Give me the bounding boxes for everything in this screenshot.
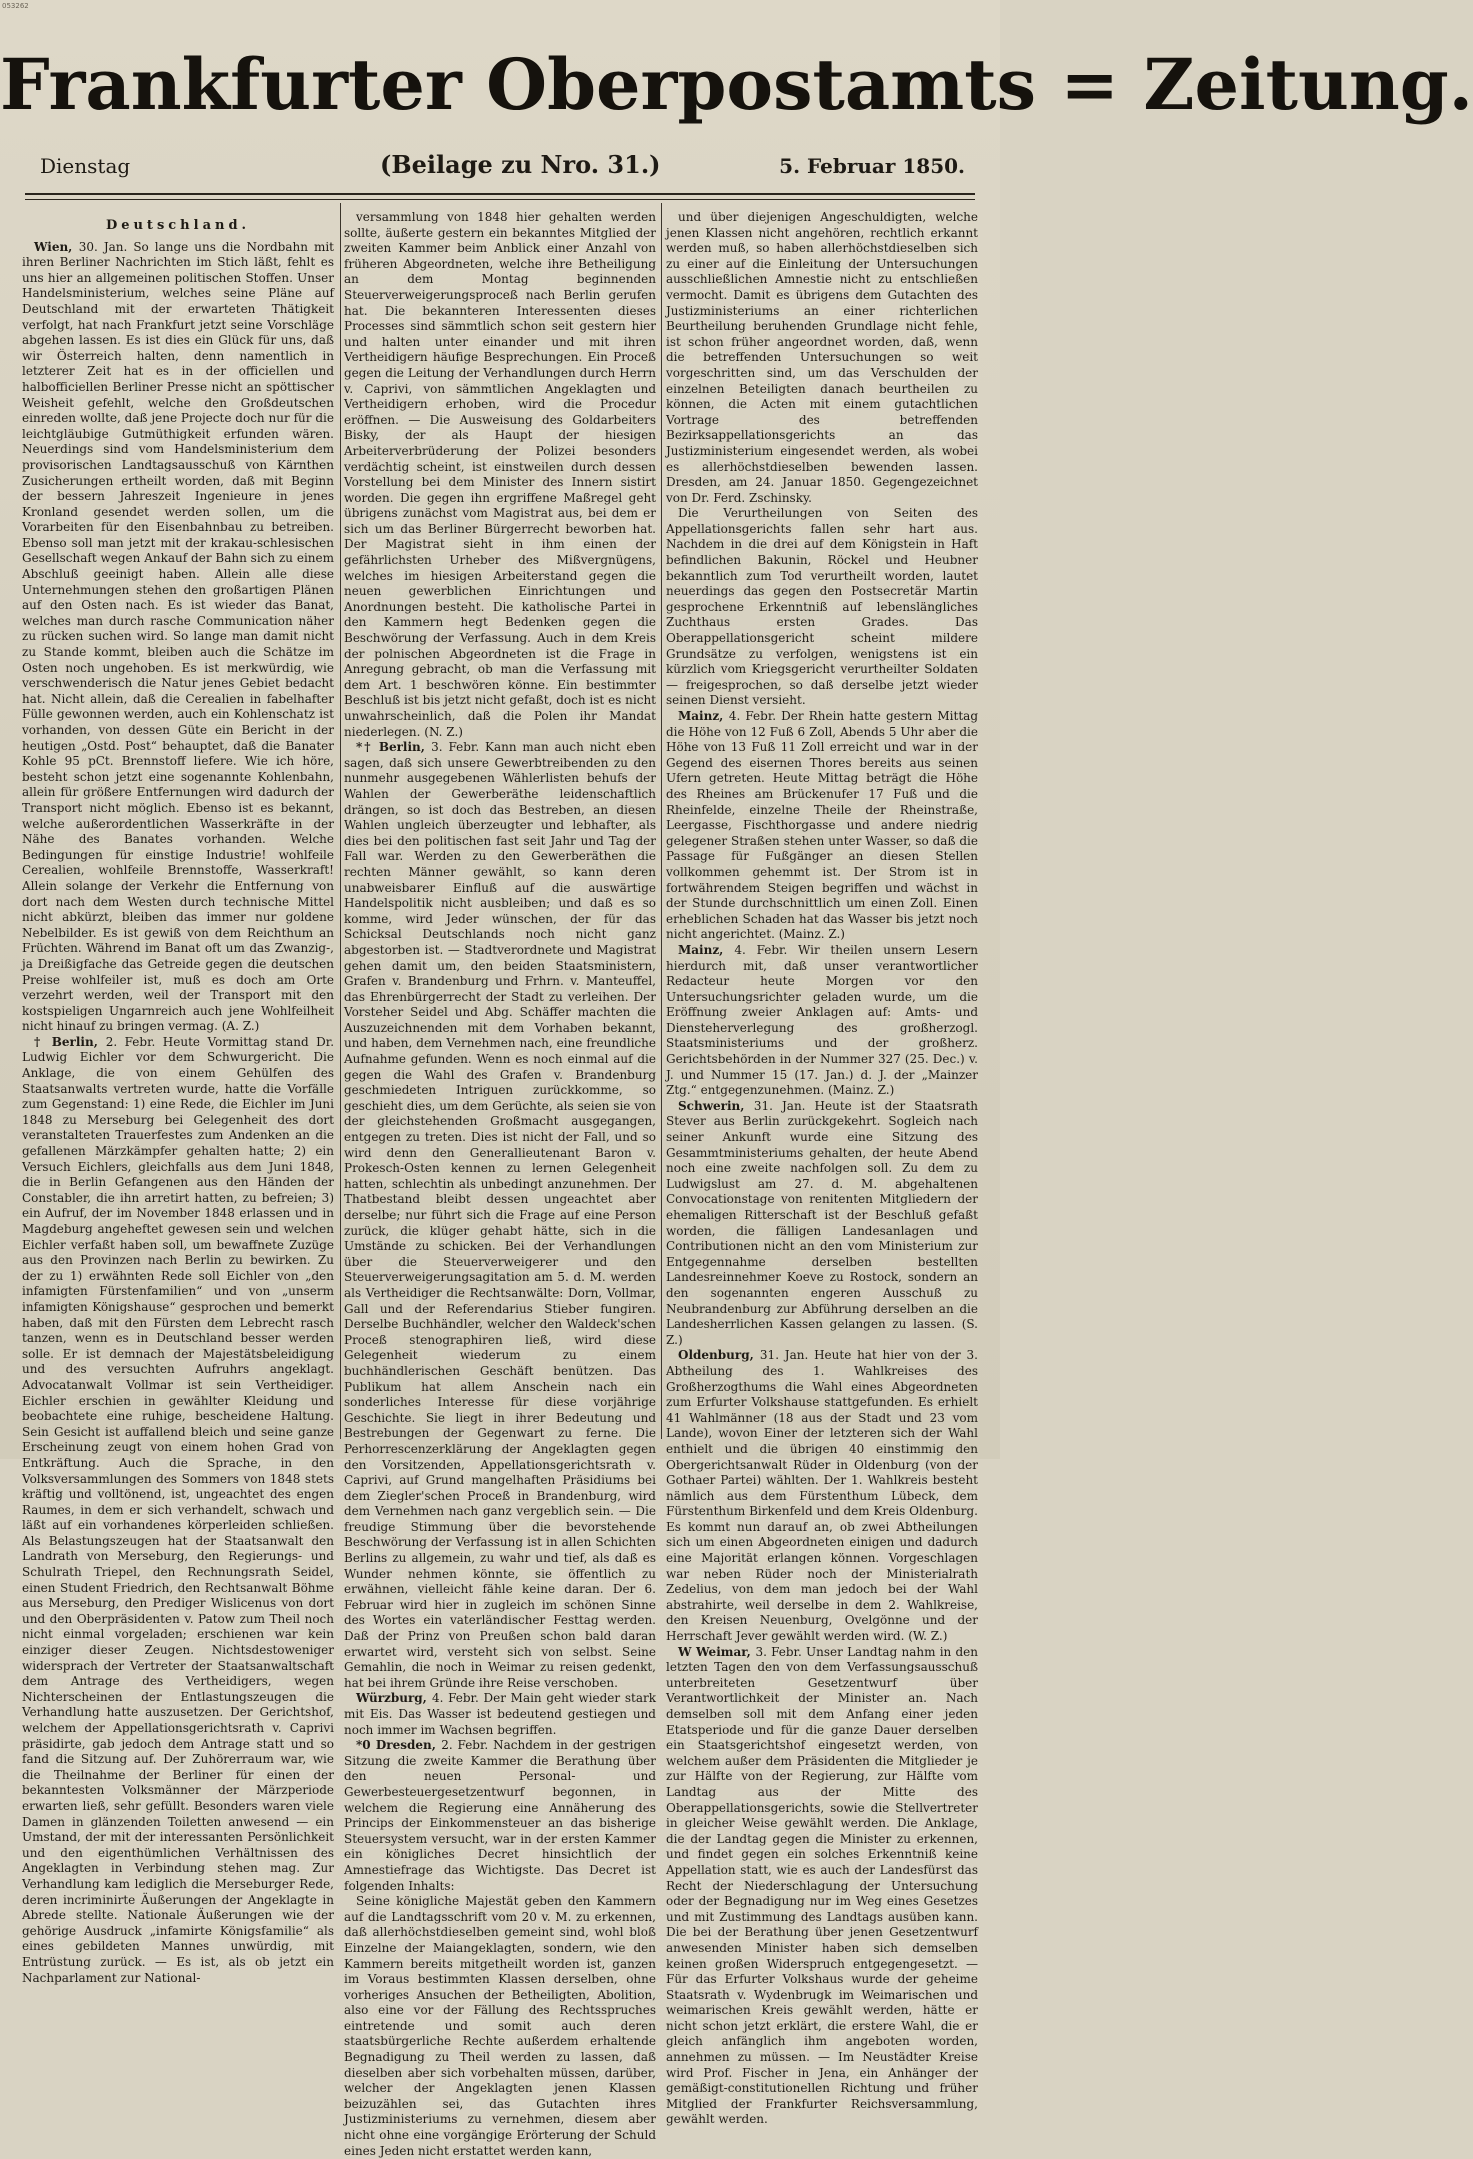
section-heading: Deutschland.: [105, 218, 251, 233]
article-paragraph: [666, 709, 978, 943]
dateline-place: Mainz,: [678, 942, 735, 957]
dateline-place: Würzburg,: [356, 1691, 432, 1706]
article-paragraph: [666, 943, 978, 1099]
article-column-1: [22, 210, 335, 1985]
dateline-place: *0 Dresden,: [356, 1738, 442, 1753]
article-paragraph: [344, 1738, 656, 1894]
article-paragraph: [22, 240, 334, 1035]
dateline-day: Dienstag: [40, 154, 131, 178]
column-divider: [340, 203, 341, 1439]
article-text: 4. Febr. Der Rhein hatte gestern Mittag die Höhe von 12 Fuß 6 Zoll, Abends 5 Uhr aber die Höhe von 13 Fuß 11 Zoll erreicht und war in der Gegend des eisernen Thores bereits aus seinen Ufern getreten. Heute Mittag beträgt die Höhe des Rheines am Brückenufer 17 Fuß und die Rheinfelde, einzelne Theile der Rheinstraße, Leergasse, Fischthorgasse und andere niedrig gelegener Straßen stehen unter Wasser, so daß die Passage für Fußgänger an diesen Stellen vollkommen gehemmt ist. Der Strom ist in fortwährendem Steigen begriffen und wächst in der Stunde durchschnittlich um einen Zoll. Einen erheblichen Schaden hat das Wasser bis jetzt noch nicht angerichtet. (Mainz. Z.): [666, 709, 979, 942]
dateline-place: Oldenburg,: [678, 1348, 760, 1363]
article-text: versammlung von 1848 hier gehalten werden sollte, äußerte gestern ein bekanntes Mitglied der zweiten Kammer beim Anblick einer Anzahl von früheren Abgeordneten, welche ihre Betheiligung an dem Montag beginnenden Steuerverweigerungsproceß nach Berlin gerufen hat. Die bekannteren Interessenten dieses Processes sind sämmtlich schon seit gestern hier und halten unter einander und mit ihren Vertheidigern häufige Besprechungen. Ein Proceß gegen die Leitung der Verhandlungen durch Herrn v. Caprivi, von sämmtlichen Angeklagten und Vertheidigern erhoben, wird die Procedur eröffnen. — Die Ausweisung des Goldarbeiters Bisky, der als Haupt der hiesigen Arbeiterverbrüderung der Polizei besonders verdächtig scheint, ist einstweilen durch dessen Vorstellung bei dem Minister des Innern sistirt worden. Die gegen ihn ergriffene Maßregel geht übrigens zunächst vom Magistrat aus, bei dem er sich um das Berliner Bürgerrecht beworben hat. Der Magistrat sieht in ihm einen der gefährlichsten Urheber des Mißvergnügens, welches im hiesigen Arbeiterstand gegen die neuen gewerblichen Einrichtungen und Anordnungen besteht. Die katholische Partei in den Kammern hegt Bedenken gegen die Beschwörung der Verfassung. Auch in dem Kreis der polnischen Abgeordneten ist die Frage in Anregung gebracht, ob man die Verfassung mit dem Art. 1 beschwören könne. Ein bestimmter Beschluß ist bis jetzt nicht gefaßt, doch ist es nicht unwahrscheinlich, daß die Polen ihr Mandat niederlegen. (N. Z.): [344, 210, 656, 739]
article-text: Die Verurtheilungen von Seiten des Appellationsgerichts fallen sehr hart aus. Nachdem in die drei auf dem Königstein in Haft befindlichen Bakunin, Röckel und Heubner bekanntlich zum Tod verurtheilt worden, lautet neuerdings das gegen den Postsecretär Martin gesprochene Erkenntniß auf lebenslängliches Zuchthaus ersten Grades. Das Oberappellationsgericht scheint mildere Grundsätze zu verfolgen, wenigstens ist ein kürzlich vom Kriegsgericht verurtheilter Soldaten — freigesprochen, so daß derselbe jetzt wieder seinen Dienst versieht.: [666, 506, 978, 708]
dateline-place: † Berlin,: [34, 1034, 106, 1049]
article-text: 30. Jan. So lange uns die Nordbahn mit ihren Berliner Nachrichten im Stich läßt, fehlt es uns hier an allgemeinen politischen Stoffen. Unser Handelsministerium, welches seine Pläne auf Deutschland mit der erwarteten Thätigkeit verfolgt, hat nach Frankfurt jetzt seine Vorschläge abgehen lassen. Es ist dies ein Glück für uns, daß wir Österreich halten, denn namentlich in letzterer Zeit hat es in der officiellen und halbofficiellen Berliner Presse nicht an spöttischer Weisheit gefehlt, welche den Großdeutschen einreden wollte, daß jene Projecte doch nur für die leichtgläubige Gutmüthigkeit erfunden wären. Neuerdings sind vom Handelsministerium dem provisorischen Landtagsausschuß von Kärnthen Zusicherungen ertheilt worden, daß mit Beginn der bessern Jahreszeit Ingenieure in jenes Kronland gesendet werden sollen, um die Vorarbeiten für den Eisenbahnbau zu betreiben. Ebenso soll man jetzt mit der krakau-schlesischen Gesellschaft wegen Ankauf der Bahn sich zu einem Abschluß geeinigt haben. Allein alle diese Unternehmungen stehen den großartigen Plänen auf den Osten nach. Es ist wieder das Banat, welches man durch rasche Communication näher zu rücken suchen wird. So lange man damit nicht zu Stande kommt, bleiben auch die Schätze im Osten noch ungehoben. Es ist merkwürdig, wie verschwenderisch die Natur jenes Gebiet bedacht hat. Nicht allein, daß die Cerealien in fabelhafter Fülle gewonnen werden, auch ein Kohlenschatz ist vorhanden, von dessen Güte ein Bericht in der heutigen „Ostd. Post“ behauptet, daß die Banater Kohle 95 pCt. Brennstoff liefere. Wie ich höre, besteht schon jetzt eine sogenannte Kohlenbahn, allein für größere Entfernungen wird dadurch der Transport nicht möglich. Ebenso ist es bekannt, welche außerordentlichen Wasserkräfte in der Nähe des Banates vorhanden. Welche Bedingungen für einstige Industrie! wohlfeile Cerealien, wohlfeile Brennstoffe, Wasserkraft! Allein solange der Verkehr die Entfernung von dort nach dem Westen durch technische Mittel nicht abkürzt, bleiben das immer nur goldene Nebelbilder. Es ist gewiß von dem Reichthum an Früchten. Während im Banat oft um das Zwanzig-, ja Dreißigfache das Getreide gegen die deutschen Preise wohlfeiler ist, muß es doch am Orte verzehrt werden, weil der Transport mit den kostspieligen Ungarnreich auch jene Wohlfeilheit nicht hinauf zu bringen vermag. (A. Z.): [22, 239, 334, 1034]
article-text: 3. Febr. Unser Landtag nahm in den letzten Tagen den von dem Verfassungsausschuß unterbreiteten Gesetzentwurf über Verantwortlichkeit der Minister an. Nach demselben soll mit dem Anfang einer jeden Etatsperiode und für die ganze Dauer derselben ein Staatsgerichtshof eingesetzt werden, von welchem außer dem Präsidenten die Mitglieder je zur Hälfte von der Regierung, zur Hälfte vom Landtag aus der Mitte des Oberappellationsgerichts, sowie die Stellvertreter in gleicher Weise gewählt werden. Die Anklage, die der Landtag gegen die Minister zu erkennen, und findet gegen ein solches Erkenntniß keine Appellation statt, wie es auch der Landesfürst das Recht der Niederschlagung der Untersuchung oder der Begnadigung nur im Weg eines Gesetzes und mit Zustimmung des Landtags ausüben kann. Die bei der Berathung über jenen Gesetzentwurf anwesenden Minister haben sich demselben keinen großen Widerspruch entgegengesetzt. — Für das Erfurter Volkshaus wurde der geheime Staatsrath v. Wydenbrugk im Weimarischen und weimarischen Kreis gewählt werden, hätte er nicht schon jetzt erklärt, die erstere Wahl, die er gleich anfänglich ihm angeboten worden, annehmen zu müssen. — Im Neustädter Kreise wird Prof. Fischer in Jena, ein Anhänger der gemäßigt-constitutionellen Richtung und früher Mitglied der Frankfurter Reichsversammlung, gewählt werden.: [666, 1644, 978, 2127]
article-paragraph: [666, 210, 978, 506]
header-rule-thin: [25, 199, 975, 200]
dateline-place: Schwerin,: [678, 1098, 754, 1113]
dateline-date: 5. Februar 1850.: [779, 154, 965, 178]
article-paragraph: [666, 1348, 978, 1644]
article-text: 4. Febr. Wir theilen unsern Lesern hierdurch mit, daß unser verantwortlicher Redacteur heute Morgen vor den Untersuchungsrichter geladen wurde, um die Eröffnung zweier Anklagen auf: Amts- und Diensteherverlegung des großherzogl. Staatsministeriums und der großherz. Gerichtsbehörden in der Nummer 327 (25. Dec.) v. J. und Nummer 15 (17. Jan.) d. J. der „Mainzer Ztg.“ entgegenzunehmen. (Mainz. Z.): [666, 942, 978, 1098]
article-text: 4. Febr. Der Main geht wieder stark mit Eis. Das Wasser ist bedeutend gestiegen und noch immer im Wachsen begriffen.: [344, 1691, 656, 1737]
dateline-place: Wien,: [34, 239, 79, 254]
article-paragraph: [666, 506, 978, 709]
dateline-place: Mainz,: [678, 709, 729, 723]
article-text: 2. Febr. Nachdem in der gestrigen Sitzung die zweite Kammer die Berathung über den neuen Personal- und Gewerbesteuergesetzentwurf begonnen, in welchem die Regierung eine Annäherung des Princips der Einkommensteuer an das bisherige Steuersystem versucht, war in der ersten Kammer ein königliches Decret hinsichtlich der Amnestiefrage das Wichtigste. Das Decret ist folgenden Inhalts:: [344, 1738, 656, 1893]
article-column-2: [344, 210, 656, 2158]
header-rule-thick: [25, 193, 975, 195]
article-text: Seine königliche Majestät geben den Kammern auf die Landtagsschrift vom 20 v. M. zu erkennen, daß allerhöchstdieselben gemeint sind, wohl bloß Einzelne der Maiangeklagten, sondern, wie den Kammern bereits mitgetheilt worden ist, ganzen im Voraus bestimmten Klassen derselben, ohne vorheriges Ansuchen der Betheiligten, Abolition, also eine vor der Fällung des Rechtsspruches eintretende und somit auch deren staatsbürgerliche Rechte außerdem erhaltende Begnadigung zu Theil werden zu lassen, daß dieselben aber sich vorbehalten müssen, darüber, welcher der Angeklagten jenen Klassen beizuzählen sei, das Gutachten ihres Justizministeriums zu vernehmen, diesem aber nicht ohne eine vorgängige Erörterung der Schuld eines Jeden nicht erstattet werden kann,: [344, 1894, 656, 2158]
column-divider: [661, 203, 662, 1439]
article-paragraph: [344, 740, 656, 1691]
article-paragraph: [22, 1035, 334, 1986]
dateline-supplement: (Beilage zu Nro. 31.): [380, 150, 661, 179]
article-text: und über diejenigen Angeschuldigten, welche jenen Klassen nicht angehören, rechtlich erkannt werden muß, so haben allerhöchstdieselben sich zu einer auf die Einleitung der Untersuchungen ausschließlichen Amnestie nicht zu entschließen vermocht. Damit es übrigens dem Gutachten des Justizministeriums an einer richterlichen Beurtheilung beruhenden Grundlage nicht fehle, ist schon früher angeordnet worden, daß, wenn die betreffenden Untersuchungen so weit vorgeschritten sind, um das Verschulden der einzelnen Beteiligten danach beurtheilen zu können, die Acten mit einem gutachtlichen Vortrage des betreffenden Bezirksappellationsgerichts an das Justizministerium eingesendet werden, als wobei es allerhöchstdieselben bewenden lassen. Dresden, am 24. Januar 1850. Gegengezeichnet von Dr. Ferd. Zschinsky.: [666, 210, 978, 505]
article-paragraph: [344, 1691, 656, 1738]
masthead-title: Frankfurter Oberpostamts = Zeitung.: [0, 43, 1473, 126]
article-paragraph: [666, 1645, 978, 2128]
article-paragraph: [344, 1894, 656, 2159]
article-paragraph: [344, 210, 656, 740]
article-text: 3. Febr. Kann man auch nicht eben sagen, daß sich unsere Gewerbtreibenden zu den nunmehr ausgegebenen Wählerlisten behufs der Wahlen der Gewerberäthe leidenschaftlich drängen, so ist doch das Bestreben, an diesen Wahlen ungleich überzeugter und lebhafter, als dies bei den politischen fast seit Jahr und Tag der Fall war. Werden zu den Gewerberäthen die rechten Männer gewählt, so kann deren unabweisbarer Einfluß auf die auswärtige Handelspolitik nicht ausbleiben; und daß es so komme, wird Jeder wünschen, der für das Schicksal Deutschlands noch nicht ganz abgestorben ist. — Stadtverordnete und Magistrat gehen damit um, den beiden Staatsministern, Grafen v. Brandenburg und Frhrn. v. Manteuffel, das Ehrenbürgerrecht der Stadt zu verleihen. Der Vorsteher Seidel und Abg. Schäffer machten die Auszuzeichnenden mit dem Vorhaben bekannt, und haben, dem Vernehmen nach, eine freundliche Aufnahme gefunden. Wenn es noch einmal auf die gegen die Wahl des Grafen v. Brandenburg geschmiedeten Intriguen zurückkomme, so geschieht dies, um dem Gerüchte, als seien sie von der gleichstehenden Großmacht ausgegangen, entgegen zu treten. Dies ist nicht der Fall, und so wird denn den Generallieutenant Baron v. Prokesch-Osten kennen zu lernen Gelegenheit hatten, schlechtin als unbedingt anzunehmen. Der Thatbestand bleibt dessen ungeachtet aber derselbe; nur führt sich die Frage auf eine Person zurück, die klüger gehabt hätte, sich in die Umstände zu schicken. Bei der Verhandlungen über die Steuerverweigerer und den Steuerverweigerungsagitation am 5. d. M. werden als Vertheidiger die Rechtsanwälte: Dorn, Vollmar, Gall und der Referendarius Stieber fungiren. Derselbe Buchhändler, welcher den Waldeck'schen Proceß stenographiren ließ, wird diese Gelegenheit wiederum zu einem buchhändlerischen Geschäft benützen. Das Publikum hat allem Anschein nach ein sonderliches Interesse für diese vorjährige Geschichte. Sie liegt in ihrer Bedeutung und Bestrebungen der Gegenwart zu ferne. Die Perhorrescenzerklärung der Angeklagten gegen den Vorsitzenden, Appellationsgerichtsrath v. Caprivi, auf Grund mangelhaften Präsidiums bei dem Ziegler'schen Proceß in Brandenburg, wird dem Vernehmen nach ganz vergeblich sein. — Die freudige Stimmung über die bevorstehende Beschwörung der Verfassung ist in allen Schichten Berlins zu allgemein, zu wahr und tief, als daß es Wunder nehmen könnte, sie öffentlich zu erwähnen, vielleicht fähle keine daran. Der 6. Februar wird hier in zugleich im schönen Sinne des Wortes ein vaterländischer Festtag werden. Daß der Prinz von Preußen schon bald daran erwartet wird, versteht sich von selbst. Seine Gemahlin, die noch in Weimar zu reisen gedenkt, hat bei ihrem Gründe ihre Reise verschoben.: [344, 740, 656, 1690]
dateline-place: *† Berlin,: [356, 740, 432, 755]
article-text: 31. Jan. Heute hat hier von der 3. Abtheilung des 1. Wahlkreises des Großherzogthums die Wahl eines Abgeordneten zum Erfurter Volkshause stattgefunden. Es erhielt 41 Wahlmänner (18 aus der Stadt und 23 vom Lande), wovon Einer der letzteren sich der Wahl enthielt und die übrigen 40 einstimmig den Obergerichtsanwalt Rüder in Oldenburg (von der Gothaer Partei) wählten. Der 1. Wahlkreis besteht nämlich aus dem Fürstenthum Lübeck, dem Fürstenthum Birkenfeld und dem Kreis Oldenburg. Es kommt nun darauf an, ob zwei Abtheilungen sich um einen Abgeordneten einigen und dadurch eine Majorität erlangen können. Vorgeschlagen war neben Rüder noch der Ministerialrath Zedelius, von dem man jedoch bei der Wahl abstrahirte, weil derselbe in dem 2. Wahlkreise, den Kreisen Neuenburg, Ovelgönne und der Herrschaft Jever gewählt werden wird. (W. Z.): [666, 1348, 978, 1644]
article-text: 2. Febr. Heute Vormittag stand Dr. Ludwig Eichler vor dem Schwurgericht. Die Anklage, die von einem Gehülfen des Staatsanwalts vertreten wurde, hatte die Vorfälle zum Gegenstand: 1) eine Rede, die Eichler im Juni 1848 zu Merseburg bei Gelegenheit des dort veranstalteten Trauerfestes zum Andenken an die gefallenen Märzkämpfer gehalten hatte; 2) ein Versuch Eichlers, gleichfalls aus dem Juni 1848, die in Berlin Gefangenen aus den Händen der Constabler, die ihn arretirt hatten, zu befreien; 3) ein Aufruf, der im November 1848 erlassen und in Magdeburg angeheftet gewesen sein und welchen Eichler verfaßt haben soll, um bewaffnete Zuzüge aus den Provinzen nach Berlin zu bewirken. Zu der zu 1) erwähnten Rede soll Eichler von „den infamigten Fürstenfamilien“ und von „unserm infamigten Königshause“ gesprochen und bemerkt haben, daß mit den Fürsten dem Lebrecht rasch tanzen, wenn es in Deutschland besser werden solle. Er ist demnach der Majestätsbeleidigung und des versuchten Aufruhrs angeklagt. Advocatanwalt Vollmar ist sein Vertheidiger. Eichler erschien in gewählter Kleidung und beobachtete eine ruhige, bescheidene Haltung. Sein Gesicht ist auffallend bleich und seine ganze Erscheinung zeugt von einem hohen Grad von Entkräftung. Auch die Sprache, in den Volksversammlungen des Sommers von 1848 stets kräftig und volltönend, ist, ungeachtet des engen Raumes, in dem er sich verhandelt, schwach und läßt auf ein vorhandenes körperleiden schließen. Als Belastungszeugen hat der Staatsanwalt den Landrath von Merseburg, den Regierungs- und Schulrath Triepel, den Rechnungsrath Seidel, einen Student Friedrich, den Rechtsanwalt Böhme aus Merseburg, den Prediger Wislicenus von dort und den Oberpräsidenten v. Patow zum Theil noch nicht einmal vorgeladen; erschienen war kein einziger dieser Zeugen. Nichtsdestoweniger widersprach der Vertreter der Staatsanwaltschaft dem Antrage des Vertheidigers, wegen Nichterscheinen der Entlastungszeugen die Verhandlung hatte auszusetzen. Der Gerichtshof, welchem der Appellationsgerichtsrath v. Caprivi präsidirte, gab jedoch dem Antrage statt und so fand die Sitzung auf. Der Zuhörerraum war, wie die Theilnahme der Berliner für einen der bekanntesten Volksmänner der Märzperiode erwarten ließ, sehr gefüllt. Besonders waren viele Damen in glänzenden Toiletten anwesend — ein Umstand, der mit der interessanten Persönlichkeit und den eigenthümlichen Verhältnissen des Angeklagten in Verbindung stehen mag. Zur Verhandlung kam lediglich die Merseburger Rede, deren incriminirte Äußerungen der Angeklagte in Abrede stellte. Nationale Äußerungen wie der gehörige Ausdruck „infamirte Königsfamilie“ als eines gebildeten Mannes unwürdig, mit Entrüstung zurück. — Es ist, als ob jetzt ein Nachparlament zur National-: [22, 1034, 335, 1985]
article-column-3: [666, 210, 979, 2127]
dateline-place: W Weimar,: [678, 1644, 756, 1659]
article-text: 31. Jan. Heute ist der Staatsrath Stever aus Berlin zurückgekehrt. Sogleich nach seiner Ankunft wurde eine Sitzung des Gesammtministeriums gehalten, der heute Abend noch eine zweite nachfolgen soll. Zu dem zu Ludwigslust am 27. d. M. abgehaltenen Convocationstage von renitenten Mitgliedern der ehemaligen Ritterschaft ist der Beschluß gefaßt worden, die fälligen Landesanlagen und Contributionen nicht an den vom Ministerium zur Entgegennahme derselben bestellten Landesreinnehmer Koeve zu Rostock, sondern an den sogenannten engeren Ausschuß zu Neubrandenburg zur Abführung derselben an die Landesherrlichen Kassen gelangen zu lassen. (S. Z.): [666, 1098, 978, 1347]
page-id-stamp: 053262: [2, 2, 29, 10]
article-paragraph: [666, 1099, 978, 1349]
dateline: [40, 150, 965, 184]
